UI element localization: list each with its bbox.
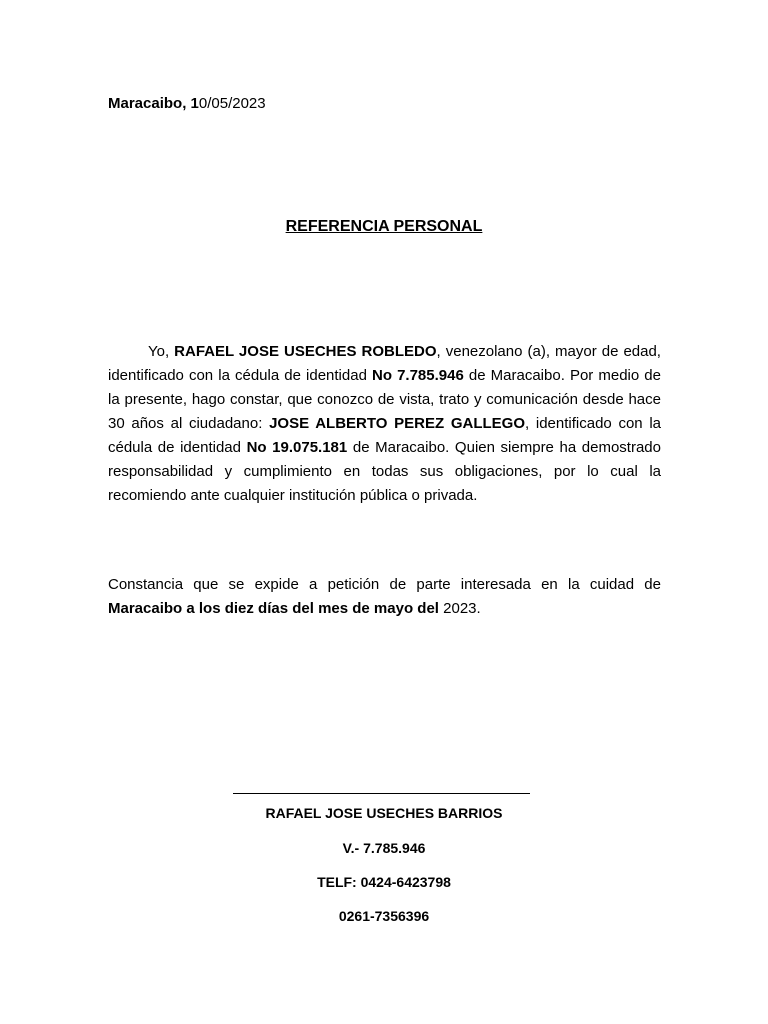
subject-id: No 19.075.181 (246, 439, 348, 456)
signer-name: RAFAEL JOSE USECHES BARRIOS (265, 805, 503, 821)
signature-line (233, 793, 530, 794)
subject-name: JOSE ALBERTO PEREZ GALLEGO (269, 415, 526, 432)
p1-text-5: de Maracaibo. Quien siempre ha demostrado responsabilidad y cumplimiento en todas sus obligaciones, por lo cual la recomiendo ante cualquier institución pública o privada. (108, 439, 661, 504)
p1-text-2: , venezolano (a), mayor de edad, identificado con la cédula de identidad (108, 343, 661, 384)
date-city: Maracaibo, (108, 95, 187, 112)
letter-date (108, 94, 266, 114)
constancy-paragraph (108, 573, 661, 621)
p1-text-3: de Maracaibo. Por medio de la presente, hago constar, que conozco de vista, trato y comunicación desde hace 30 años al ciudadano: (108, 367, 661, 432)
p1-text-1: Yo, (148, 343, 175, 360)
p2-bold-place-date: Maracaibo a los diez días del mes de mayo del (108, 600, 439, 617)
signer-phone-mobile: TELF: 0424-6423798 (317, 874, 451, 890)
reference-paragraph (108, 340, 661, 508)
p1-text-4: , identificado con la cédula de identidad (108, 415, 662, 456)
date-rest: 0/05/2023 (198, 95, 266, 112)
p2-text-1: Constancia que se expide a petición de parte interesada en la cuidad de (108, 576, 661, 593)
p2-text-2: 2023. (438, 600, 481, 617)
author-name: RAFAEL JOSE USECHES ROBLEDO (174, 343, 437, 360)
date-day-lead: 1 (190, 95, 199, 112)
signer-id: V.- 7.785.946 (342, 840, 426, 856)
author-id: No 7.785.946 (372, 367, 464, 384)
signer-phone-landline: 0261-7356396 (338, 908, 430, 924)
document-title: REFERENCIA PERSONAL (285, 218, 483, 235)
